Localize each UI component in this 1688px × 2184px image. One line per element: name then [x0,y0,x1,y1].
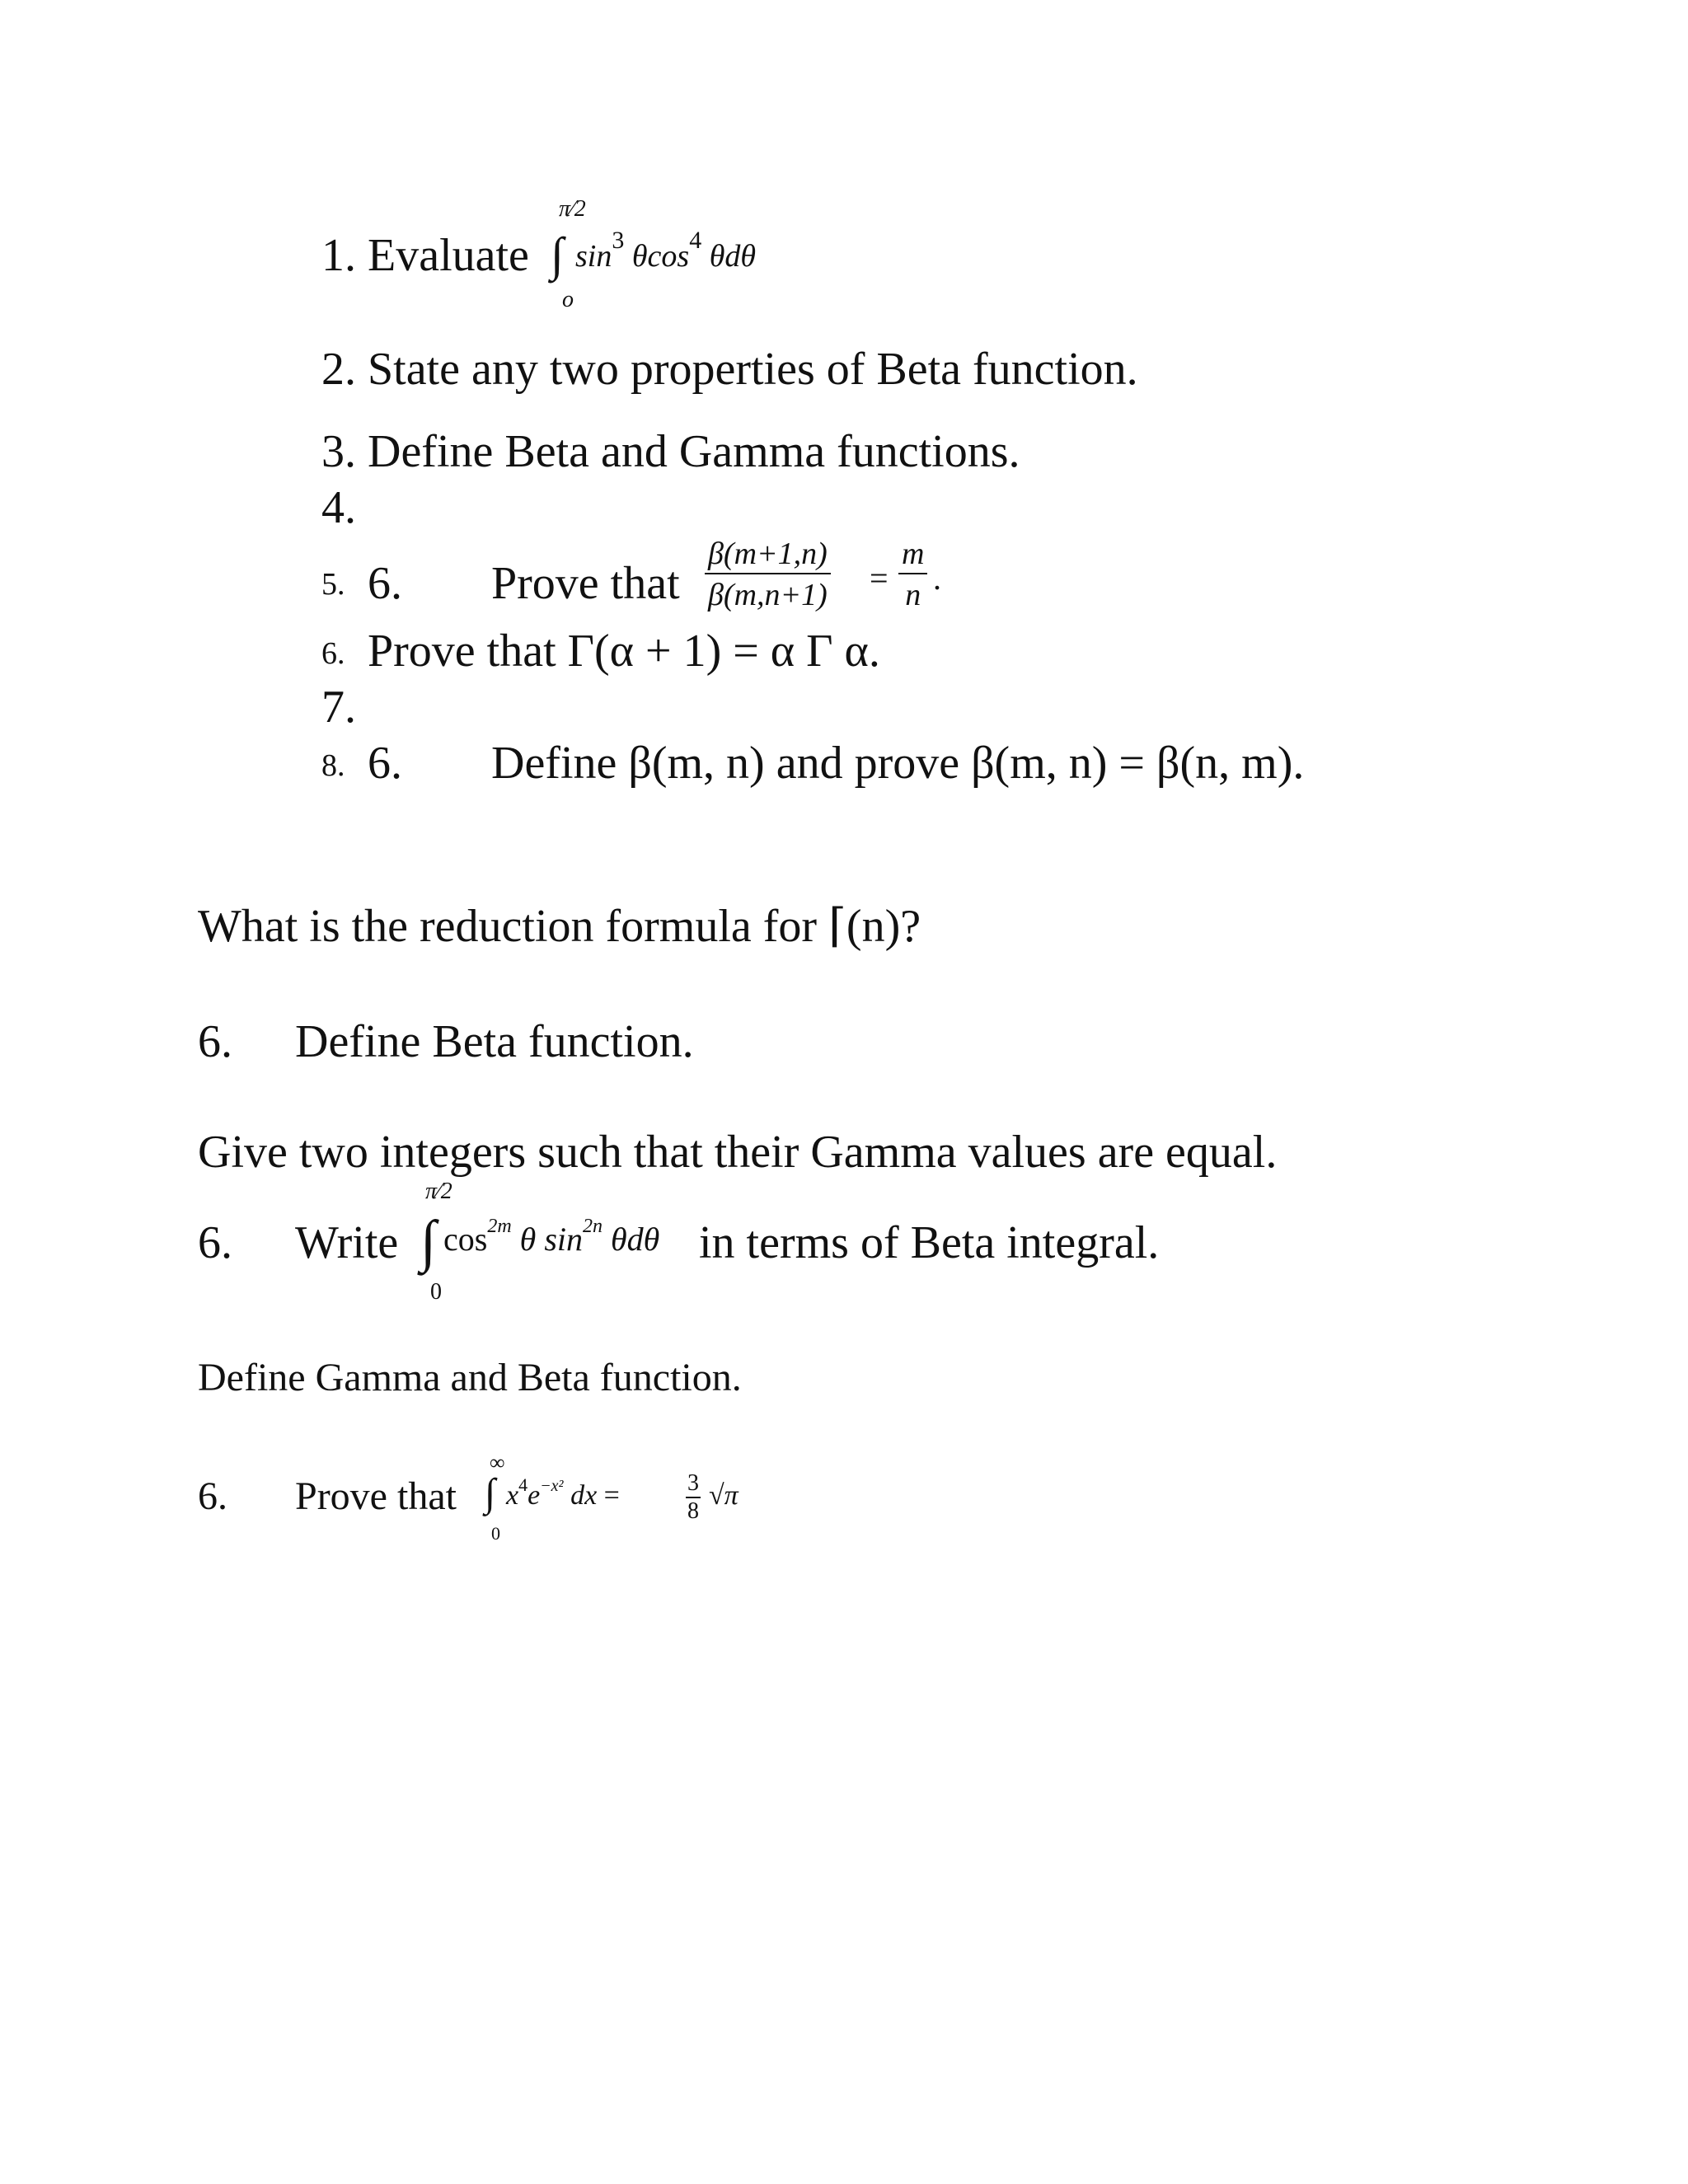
gamma-beta-def: Define Gamma and Beta function. [198,1356,742,1399]
q8-sub: 6. [368,738,402,789]
q5-text: Prove that [491,558,680,609]
q1-integrand-a: sin [575,239,612,274]
write-integral [420,1180,692,1304]
integral-sign-icon: ∫ [420,1210,437,1273]
prove-last-lower-limit: 0 [491,1523,500,1544]
q2-text: State any two properties of Beta function. [368,344,1138,395]
reduction-question: What is the reduction formula for ⌈(n)? [198,901,921,952]
write-integrand [443,1216,660,1258]
q1-integrand-c: θdθ [709,239,757,274]
prove-last-e: e [528,1480,541,1511]
beta-def-number: 6. [198,1016,232,1067]
prove-last-fraction [686,1472,701,1523]
prove-last-dx: dx [570,1480,598,1511]
write-exp-a: 2m [487,1216,512,1237]
integral-sign-icon: ∫ [551,227,564,281]
q5-frac1-num: β(m+1,n) [705,538,831,574]
q1-text: Evaluate [368,230,529,281]
q1-upper-limit: π⁄2 [559,196,586,222]
prove-last-exp1: 4 [518,1474,528,1495]
integral-sign-icon: ∫ [485,1471,496,1515]
q2-number: 2. [321,344,356,395]
q4-number: 4. [321,482,356,533]
write-integrand-b: θ sin [519,1221,583,1258]
gamma-equal-question: Give two integers such that their Gamma values are equal. [198,1127,1278,1178]
q5-sub: 6. [368,558,402,609]
q5-period: . [933,560,941,597]
q5-number: 5. [321,567,345,602]
q3-text: Define Beta and Gamma functions. [368,426,1020,477]
q6-text: Prove that Γ(α + 1) = α Γ α. [368,626,880,677]
prove-last-integral [485,1451,765,1548]
q1-integrand [575,227,757,274]
q1-number: 1. [321,230,356,281]
q1-integrand-b: θcos [631,239,690,274]
q1-exp-b: 4 [689,227,702,254]
q3-number: 3. [321,426,356,477]
q1-integral [551,196,847,312]
q5-equals: = [870,560,889,597]
q5-fraction-right [898,538,927,611]
q1-exp-a: 3 [612,227,625,254]
write-upper-limit: π⁄2 [425,1179,452,1204]
write-number: 6. [198,1217,232,1268]
write-integrand-a: cos [443,1221,488,1258]
write-exp-b: 2n [583,1216,603,1237]
write-lower-limit: 0 [430,1279,442,1305]
q8-text: Define β(m, n) and prove β(m, n) = β(n, m). [491,738,1305,789]
q7-number: 7. [321,682,356,733]
write-integrand-c: θdθ [611,1221,660,1258]
write-text: Write [295,1217,399,1268]
prove-last-root: √π [709,1480,738,1511]
q5-frac1-den: β(m,n+1) [708,578,828,612]
prove-last-upper-limit: ∞ [490,1451,505,1474]
write-tail: in terms of Beta integral. [699,1217,1160,1268]
prove-last-frac-num: 3 [686,1472,701,1498]
prove-last-number: 6. [198,1474,227,1518]
prove-last-exp2: −x² [540,1477,564,1495]
beta-def-text: Define Beta function. [295,1016,694,1067]
prove-last-equals: = [603,1480,620,1511]
q5-frac2-den: n [905,578,921,612]
prove-last-integrand [506,1474,620,1511]
q8-number: 8. [321,748,345,783]
prove-last-frac-den: 8 [687,1498,699,1524]
q1-lower-limit: o [562,287,574,312]
q5-fraction-left [705,538,831,611]
q5-frac2-num: m [898,538,927,574]
q6-number: 6. [321,636,345,671]
prove-last-x: x [506,1480,519,1511]
prove-last-text: Prove that [295,1474,457,1518]
